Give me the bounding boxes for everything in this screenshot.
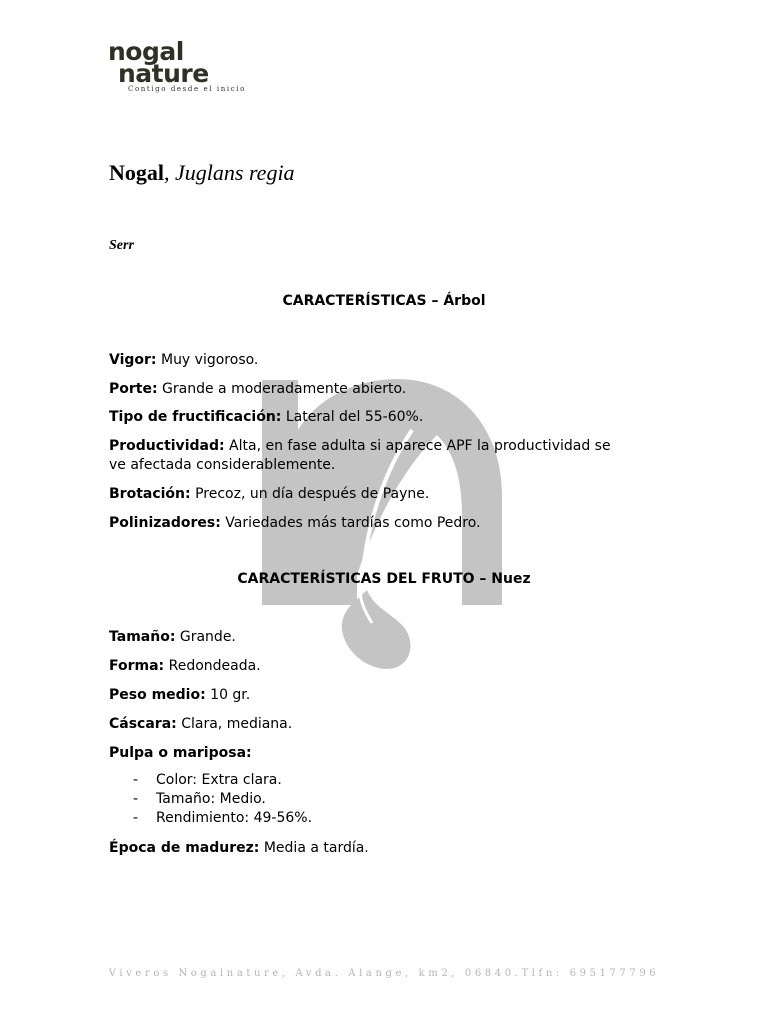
variety-name: Serr — [109, 238, 134, 253]
row-vigor — [109, 351, 629, 370]
common-name: Nogal — [109, 160, 164, 185]
row-label: Tamaño: — [109, 629, 176, 645]
fruit-heading-main: CARACTERÍSTICAS DEL FRUTO — [237, 571, 475, 587]
company-logo — [108, 37, 258, 98]
fruit-heading-sub: Nuez — [491, 571, 531, 587]
pulp-list — [133, 771, 312, 828]
row-peso-medio — [109, 686, 629, 705]
row-polinizadores — [109, 514, 629, 533]
row-value: Variedades más tardías como Pedro. — [225, 515, 481, 531]
logo-line-2: nature — [118, 59, 209, 88]
row-value: Grande. — [179, 629, 236, 645]
tree-heading-dash: – — [431, 293, 439, 309]
title-separator: , — [164, 160, 170, 185]
bullet-dash: - — [133, 772, 139, 788]
tree-heading-main: CARACTERÍSTICAS — [282, 293, 427, 309]
bullet-dash: - — [133, 810, 139, 826]
row-label: Vigor: — [109, 352, 157, 368]
row-value: Precoz, un día después de Payne. — [195, 486, 430, 502]
row-label: Tipo de fructificación: — [109, 409, 282, 425]
list-item — [133, 771, 312, 790]
row-value: Muy vigoroso. — [160, 352, 259, 368]
logo-tagline: Contigo desde el inicio — [128, 85, 246, 93]
page-title — [109, 160, 295, 186]
row-value: Grande a moderadamente abierto. — [162, 381, 407, 397]
row-label: Brotación: — [109, 486, 191, 502]
row-label: Peso medio: — [109, 687, 206, 703]
list-item — [133, 809, 312, 828]
row-epoca-madurez — [109, 839, 629, 858]
footer-address: Viveros Nogalnature, Avda. Alange, km2, 06840.Tlfn: 695177796 — [108, 968, 660, 979]
list-item — [133, 790, 312, 809]
row-label: Pulpa o mariposa: — [109, 745, 252, 761]
logo-line-1: nogal — [108, 37, 184, 66]
row-fructificacion — [109, 408, 629, 427]
row-productividad — [109, 437, 629, 475]
row-value: Clara, mediana. — [181, 716, 293, 732]
fruit-section-heading — [0, 571, 768, 587]
row-label: Época de madurez: — [109, 840, 260, 856]
tree-section-heading — [0, 293, 768, 309]
list-item-text: Color: Extra clara. — [156, 772, 282, 788]
row-value: Alta, en fase adulta si aparece APF la productividad se ve afectada considerablemente. — [109, 438, 611, 473]
row-pulpa — [109, 744, 629, 763]
row-label: Polinizadores: — [109, 515, 221, 531]
row-value: 10 gr. — [210, 687, 251, 703]
tree-heading-sub: Árbol — [443, 293, 486, 309]
scientific-name: Juglans regia — [175, 160, 295, 185]
row-cascara — [109, 715, 629, 734]
list-item-text: Tamaño: Medio. — [156, 791, 266, 807]
row-label: Forma: — [109, 658, 165, 674]
fruit-heading-dash: – — [479, 571, 487, 587]
list-item-text: Rendimiento: 49-56%. — [156, 810, 313, 826]
bullet-dash: - — [133, 791, 139, 807]
row-tamano — [109, 628, 629, 647]
row-value: Redondeada. — [168, 658, 261, 674]
row-value: Media a tardía. — [263, 840, 369, 856]
row-brotacion — [109, 485, 629, 504]
row-label: Porte: — [109, 381, 158, 397]
row-label: Cáscara: — [109, 716, 177, 732]
row-value: Lateral del 55-60%. — [285, 409, 424, 425]
row-forma — [109, 657, 629, 676]
row-porte — [109, 380, 629, 399]
row-label: Productividad: — [109, 438, 225, 454]
